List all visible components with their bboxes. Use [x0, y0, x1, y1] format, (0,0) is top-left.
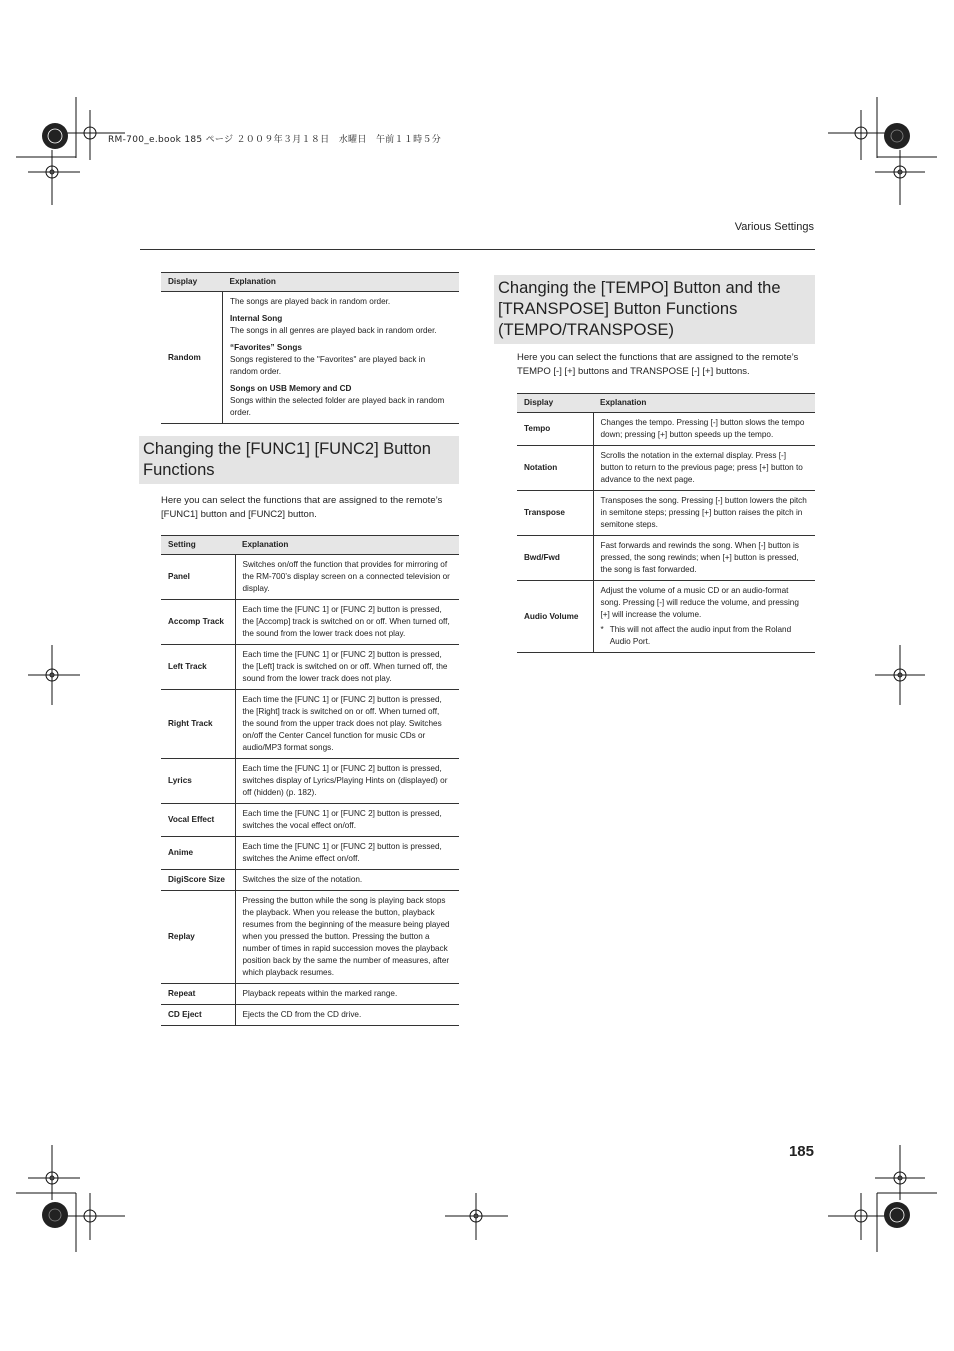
- row-text: Each time the [FUNC 1] or [FUNC 2] button is pressed, switches the Anime effect on/off.: [242, 842, 442, 863]
- row-name: Panel: [161, 555, 235, 600]
- section-label: Various Settings: [734, 221, 814, 233]
- func-section-title: Changing the [FUNC1] [FUNC2] Button Functions: [139, 436, 459, 484]
- col-display: Display: [517, 394, 593, 413]
- table-row: [161, 555, 459, 600]
- text-usb: Songs within the selected folder are played back in random order.: [230, 396, 445, 417]
- sub-usb: Songs on USB Memory and CD: [230, 384, 352, 393]
- tempo-intro: Here you can select the functions that are assigned to the remote’s TEMPO [-] [+] buttons and TRANSPOSE [-] [+] buttons.: [517, 352, 799, 377]
- row-name: Replay: [161, 891, 235, 984]
- row-name: Anime: [161, 837, 235, 870]
- row-explanation: [235, 690, 459, 759]
- row-text: Playback repeats within the marked range.: [242, 989, 398, 998]
- text-internal: The songs in all genres are played back in random order.: [230, 326, 437, 335]
- func-intro: Here you can select the functions that are assigned to the remote’s [FUNC1] button and [FUNC2] button.: [161, 495, 443, 520]
- row-text: Each time the [FUNC 1] or [FUNC 2] button is pressed, the [Accomp] track is switched on or off. When turned off, the sound from the lower track does not play.: [242, 605, 450, 638]
- note-text: This will not affect the audio input from the Roland Audio Port.: [609, 625, 792, 646]
- row-name: Lyrics: [161, 759, 235, 804]
- tempo-table: [517, 393, 815, 653]
- func-table: [161, 535, 459, 1026]
- row-text: Each time the [FUNC 1] or [FUNC 2] button is pressed, the [Left] track is switched on or off. When turned off, the sound from the lower track does not play.: [242, 650, 448, 683]
- row-text: Changes the tempo. Pressing [-] button slows the tempo down; pressing [+] button speeds up the tempo.: [600, 418, 805, 439]
- table-row: [517, 536, 815, 581]
- row-name: Vocal Effect: [161, 804, 235, 837]
- line1: The songs are played back in random order.: [230, 297, 391, 306]
- sub-internal: Internal Song: [230, 314, 283, 323]
- row-name: Left Track: [161, 645, 235, 690]
- row-explanation: [593, 413, 815, 446]
- file-info: RM-700_e.book 185 ページ ２００９年３月１８日 水曜日 午前１１時５分: [108, 135, 442, 145]
- table-row: [161, 870, 459, 891]
- tempo-section-title: Changing the [TEMPO] Button and the [TRANSPOSE] Button Functions (TEMPO/TRANSPOSE): [494, 275, 815, 344]
- row-name: Repeat: [161, 984, 235, 1005]
- row-note: [601, 624, 809, 648]
- row-name: Transpose: [517, 491, 593, 536]
- row-name: CD Eject: [161, 1005, 235, 1026]
- row-text: Each time the [FUNC 1] or [FUNC 2] button is pressed, switches display of Lyrics/Playing Hints on (displayed) or off (hidden) (p. 182).: [242, 764, 448, 797]
- table-row: [161, 645, 459, 690]
- table-row: [161, 600, 459, 645]
- row-text: Fast forwards and rewinds the song. When [-] button is pressed, the song rewinds; when [+] button is pressed, the song is fast forwarded.: [600, 541, 799, 574]
- row-name: Notation: [517, 446, 593, 491]
- row-explanation: [235, 759, 459, 804]
- row-text: Switches the size of the notation.: [242, 875, 363, 884]
- row-text: Scrolls the notation in the external display. Press [-] button to return to the previous page; press [+] button to advance to the next page.: [600, 451, 803, 484]
- table-row: [517, 413, 815, 446]
- table-row: [517, 446, 815, 491]
- table-row: [161, 804, 459, 837]
- table-row: [161, 984, 459, 1005]
- table-row: [161, 759, 459, 804]
- table-row: [161, 891, 459, 984]
- row-explanation: [235, 804, 459, 837]
- row-explanation: [223, 292, 460, 424]
- row-text: Pressing the button while the song is playing back stops the playback. When you release the button, playback resumes from the beginning of the measure being played when you pressed the button. Pressing the button a number of times in rapid succession moves the playback position back by the same the number of measures, after which playback resumes.: [242, 896, 450, 977]
- page-number: 185: [788, 1143, 814, 1160]
- row-text: Transposes the song. Pressing [-] button lowers the pitch in semitone steps; pressing [+] button raises the pitch in semitone steps.: [600, 496, 807, 529]
- row-name: Tempo: [517, 413, 593, 446]
- row-text: Ejects the CD from the CD drive.: [242, 1010, 362, 1019]
- col-explanation: Explanation: [235, 536, 459, 555]
- row-name: Bwd/Fwd: [517, 536, 593, 581]
- row-explanation: [235, 891, 459, 984]
- row-explanation: [235, 870, 459, 891]
- note-mark: *: [600, 625, 604, 634]
- row-explanation: [235, 837, 459, 870]
- row-name: Accomp Track: [161, 600, 235, 645]
- row-explanation: [593, 491, 815, 536]
- col-display: Display: [161, 273, 223, 292]
- header-rule: [140, 249, 815, 250]
- row-text: Switches on/off the function that provides for mirroring of the RM-700’s display screen on a connected television or display.: [242, 560, 450, 593]
- row-explanation: [235, 1005, 459, 1026]
- row-name: DigiScore Size: [161, 870, 235, 891]
- row-explanation: [235, 984, 459, 1005]
- row-explanation: [593, 446, 815, 491]
- row-explanation: [235, 555, 459, 600]
- col-explanation: Explanation: [223, 273, 460, 292]
- row-explanation: [235, 645, 459, 690]
- row-text: Adjust the volume of a music CD or an audio-format song. Pressing [-] will reduce the volume, and pressing [+] will increase the volume.: [600, 586, 799, 619]
- table-row: [161, 690, 459, 759]
- sub-favorites: “Favorites” Songs: [230, 343, 302, 352]
- row-explanation: [593, 536, 815, 581]
- table-row: [517, 491, 815, 536]
- row-explanation: [593, 581, 815, 653]
- col-explanation: Explanation: [593, 394, 815, 413]
- row-text: Each time the [FUNC 1] or [FUNC 2] button is pressed, the [Right] track is switched on or off. When turned off, the sound from the upper track does not play. Switches on/off the Center Cancel function for music CDs or audio/MP3 format songs.: [242, 695, 442, 752]
- row-name: Audio Volume: [517, 581, 593, 653]
- row-text: Each time the [FUNC 1] or [FUNC 2] button is pressed, switches the vocal effect on/off.: [242, 809, 442, 830]
- row-name: Random: [161, 292, 223, 424]
- row-explanation: [235, 600, 459, 645]
- random-table: [161, 272, 459, 424]
- row-name: Right Track: [161, 690, 235, 759]
- table-row: [161, 837, 459, 870]
- text-favorites: Songs registered to the "Favorites" are played back in random order.: [230, 355, 426, 376]
- table-row: [161, 1005, 459, 1026]
- col-setting: Setting: [161, 536, 235, 555]
- table-row: [517, 581, 815, 653]
